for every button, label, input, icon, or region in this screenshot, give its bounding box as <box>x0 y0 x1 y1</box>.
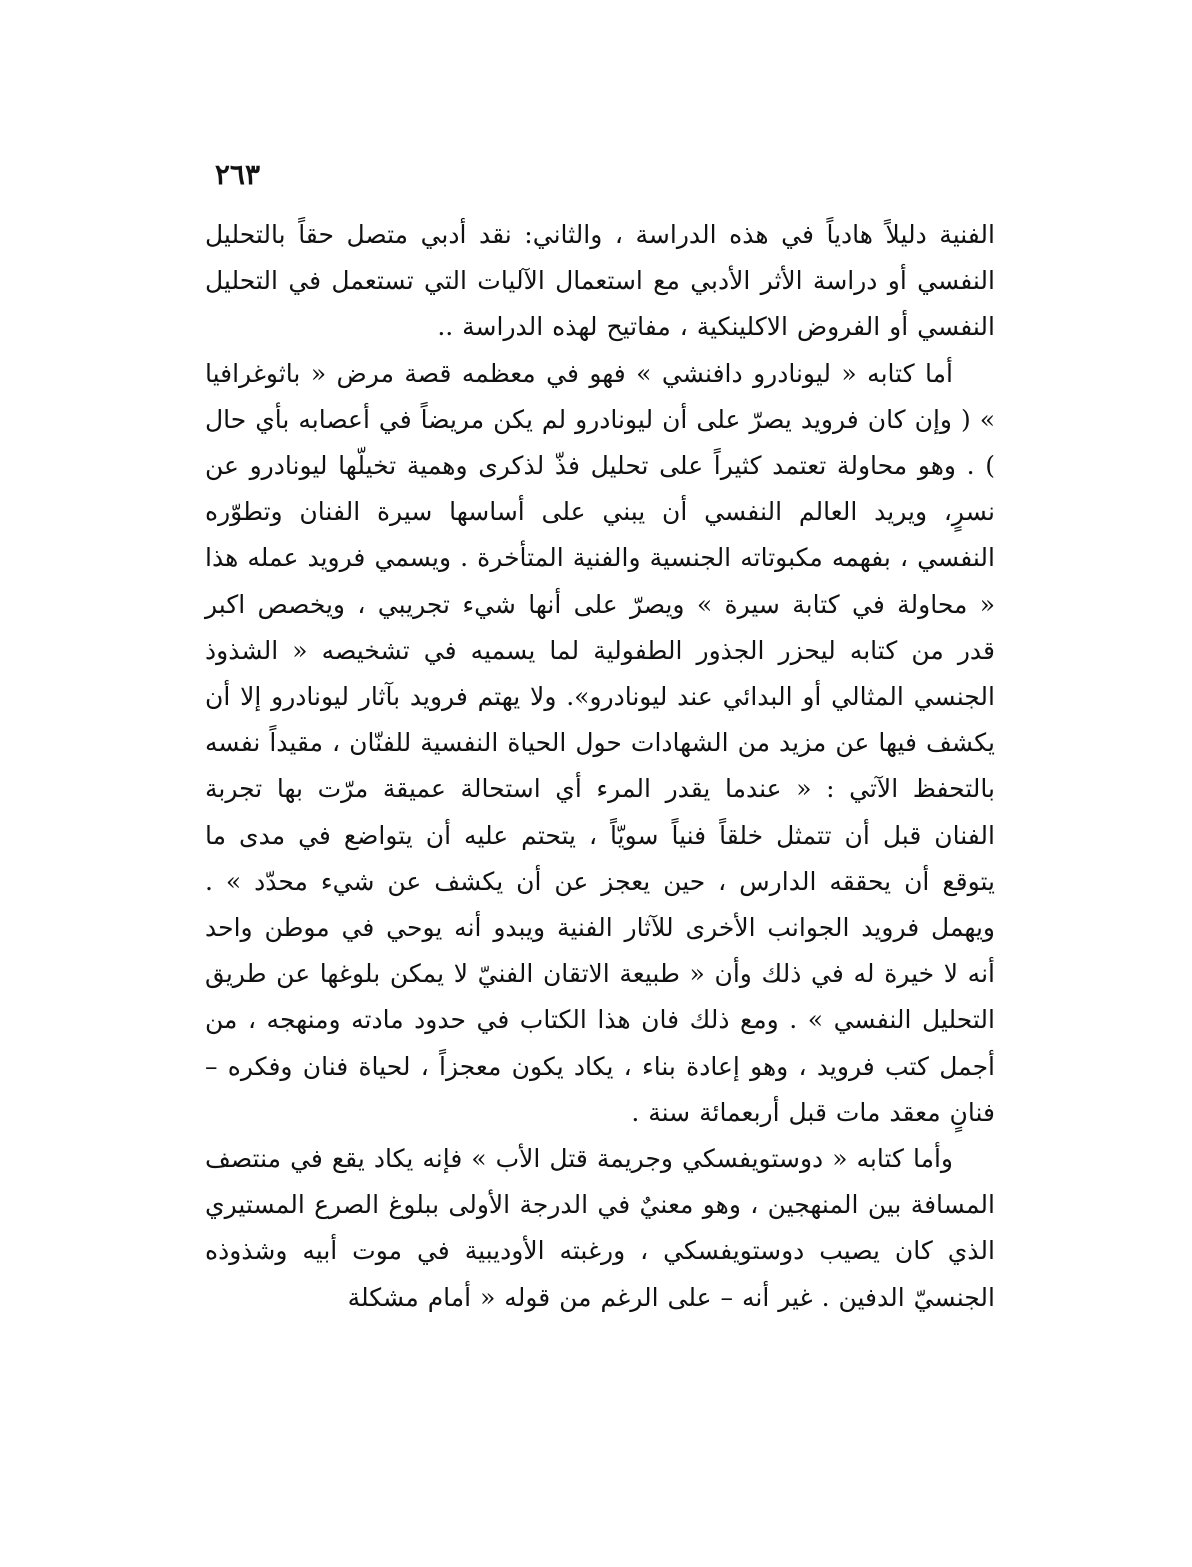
paragraph-2: أما كتابه « ليونادرو دافنشي » فهو في معظمه قصة مرض « باثوغرافيا » ( وإن كان فرويد يصرّ على أن ليونادرو لم يكن مريضاً في أعصابه بأي حال ) . وهو محاولة تعتمد كثيراً على تحليل فذّ لذكرى وهمية تخيلّها ليونادرو عن نسرٍ، ويريد العالم النفسي أن يبني على أساسها سيرة الفنان وتطوّره النفسي ، بفهمه مكبوتاته الجنسية والفنية المتأخرة . ويسمي فرويد عمله هذا « محاولة في كتابة سيرة » ويصرّ على أنها شيء تجريبي ، ويخصص اكبر قدر من كتابه ليحزر الجذور الطفولية لما يسميه في تشخيصه « الشذوذ الجنسي المثالي أو البدائي عند ليونادرو». ولا يهتم فرويد بآثار ليونادرو إلا أن يكشف فيها عن مزيد من الشهادات حول الحياة النفسية للفنّان ، مقيداً نفسه بالتحفظ الآتي : « عندما يقدر المرء أي استحالة عميقة مرّت بها تجربة الفنان قبل أن تتمثل خلقاً فنياً سويّاً ، يتحتم عليه أن يتواضع في مدى ما يتوقع أن يحققه الدارس ، حين يعجز عن أن يكشف عن شيء محدّد » . ويهمل فرويد الجوانب الأخرى للآثار الفنية ويبدو أنه يوحي في موطن واحد أنه لا خيرة له في ذلك وأن « طبيعة الاتقان الفنيّ لا يمكن بلوغها عن طريق التحليل النفسي » . ومع ذلك فان هذا الكتاب في حدود مادته ومنهجه ، من أجمل كتب فرويد ، وهو إعادة بناء ، يكاد يكون معجزاً ، لحياة فنان وفكره – فنانٍ معقد مات قبل أربعمائة سنة . <box>205 358 996 1127</box>
paragraph-1: الفنية دليلاً هادياً في هذه الدراسة ، والثاني: نقد أدبي متصل حقاً بالتحليل النفسي أو دراسة الأثر الأدبي مع استعمال الآليات التي تستعمل في التحليل النفسي أو الفروض الاكلينكية ، مفاتيح لهذه الدراسة .. <box>205 220 995 342</box>
page-number: ٢٦٣ <box>214 158 260 191</box>
paragraph-3: وأما كتابه « دوستويفسكي وجريمة قتل الأب » فإنه يكاد يقع في منتصف المسافة بين المنهجين ، وهو معنيٌ في الدرجة الأولى ببلوغ الصرع المستيري الذي كان يصيب دوستويفسكي ، ورغبته الأوديبية في موت أبيه وشذوذه الجنسيّ الدفين . غير أنه – على الرغم من قوله « أمام مشكلة <box>205 1144 995 1312</box>
body-text <box>205 212 995 1321</box>
